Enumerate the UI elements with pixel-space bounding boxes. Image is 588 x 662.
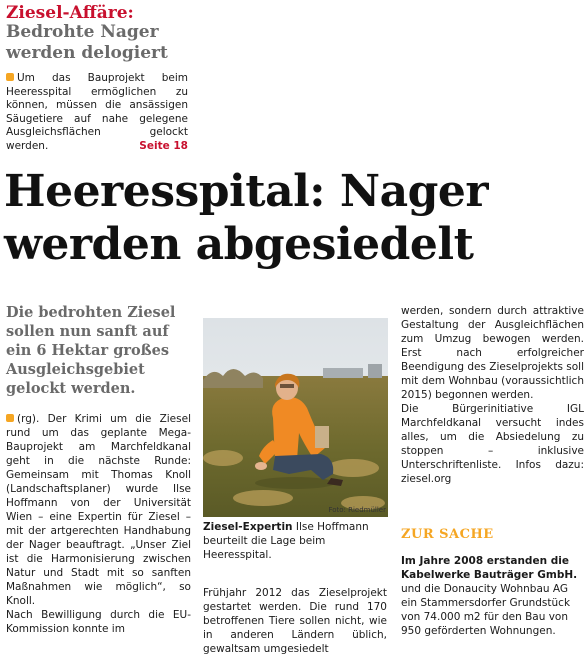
- column-3-paragraph: werden, sondern durch attraktive Gestaltung der Ausgleichflächen zum Umzug bewogen werden. Erst nach erfolgreicher Beendigung des Zieselprojekts soll mit dem Wohnbau (voraussichtlich 2015) begonnen werden.: [401, 305, 584, 401]
- photo-credit: Foto: Riedmüller: [328, 506, 386, 514]
- teaser-subhead-line: Bedrohte Nager: [6, 22, 159, 42]
- lead-paragraph: Die bedrohten Ziesel sollen nun sanft auf ein 6 Hektar großes Ausgleichsgebiet gelockt werden.: [6, 304, 176, 397]
- caption-strong: Ziesel-Expertin: [203, 521, 293, 533]
- headline-line: werden abgesiedelt: [4, 219, 474, 270]
- column-1: [6, 412, 191, 636]
- photo-caption: [203, 520, 388, 562]
- orange-bullet-icon: [6, 73, 14, 81]
- caption-text: Ilse Hoffmann beurteilt die Lage beim Heeresspital.: [203, 521, 369, 561]
- headline-line: Heeresspital: Nager: [4, 166, 489, 217]
- teaser-kicker: Ziesel-Affäre:: [6, 3, 134, 23]
- teaser-subhead-line: werden delogiert: [6, 43, 168, 63]
- column-1-paragraph: [6, 412, 191, 608]
- column-2-text: Frühjahr 2012 das Zieselprojekt gestartet werden. Die rund 170 betroffenen Tiere sollen nicht, wie in anderen Ländern üblich, gewaltsam umgesiedelt: [203, 587, 387, 655]
- teaser-text-block: [6, 72, 188, 153]
- headline: [4, 165, 488, 271]
- teaser-text: Um das Bauprojekt beim Heeresspital ermöglichen zu können, müssen die ansässigen Säugetiere auf nahe gelegene Ausgleichsflächen gelockt werden.: [6, 72, 188, 152]
- zur-sache-title: ZUR SACHE: [401, 527, 494, 542]
- zur-sache-rest: und die Donaucity Wohnbau AG ein Stammersdorfer Grundstück von 74.000 m2 für den Bau von 950 geförderten Wohnungen.: [401, 583, 571, 637]
- column-1-paragraph: Nach Bewilligung durch die EU-Kommission konnte im: [6, 609, 191, 635]
- zur-sache-text: [401, 554, 584, 638]
- column-1-text: (rg). Der Krimi um die Ziesel rund um das geplante Mega-Bauprojekt am Marchfeldkanal geht in die nächste Runde: Gemeinsam mit Thomas Knoll (Landschaftsplaner) wurde Ilse Hoffmann von der Universität Wien – eine Expertin für Ziesel – mit der artgerechten Handhabung der Nager beauftragt. „Unser Ziel ist die Harmonisierung zwischen Natur und Stadt mit so sanften Maßnahmen wie möglich“, so Knoll.: [6, 413, 191, 607]
- photo-ziesel-expert: [203, 318, 388, 517]
- photo-image: [203, 318, 388, 517]
- orange-bullet-icon: [6, 414, 14, 422]
- zur-sache-bold: Im Jahre 2008 erstanden die Kabelwerke Bauträger GmbH.: [401, 555, 578, 581]
- page-reference-link[interactable]: Seite 18: [139, 139, 188, 152]
- teaser-subhead: [6, 22, 168, 64]
- column-3: [401, 304, 584, 486]
- column-2: [203, 586, 387, 656]
- column-3-paragraph: Die Bürgerinitiative IGL Marchfeldkanal versucht indes alles, um die Absiedelung zu stoppen – inklusive Unterschriftenliste. Infos dazu: ziesel.org: [401, 403, 584, 485]
